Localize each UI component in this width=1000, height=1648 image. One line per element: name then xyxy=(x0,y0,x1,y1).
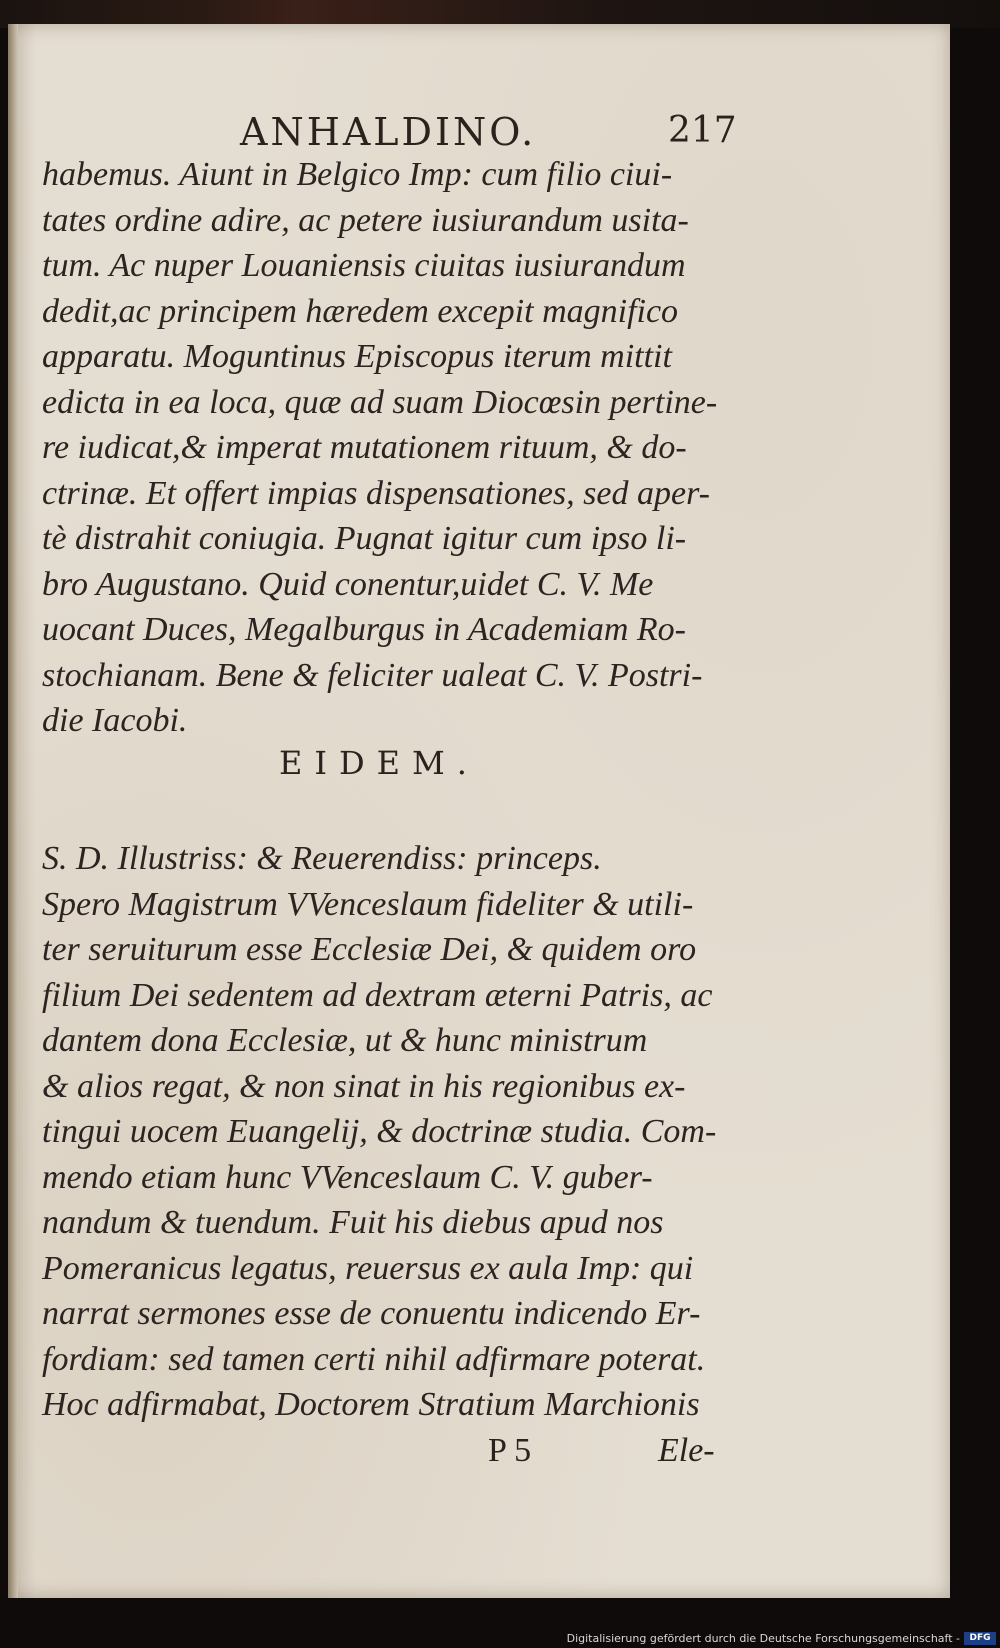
digitization-credit: Digitalisierung gefördert durch die Deutsche Forschungsgemeinschaft - xyxy=(566,1632,960,1645)
running-title: ANHALDINO. xyxy=(240,110,537,154)
text-line: re iudicat,& imperat mutationem rituum, & do- xyxy=(42,429,687,466)
section-heading: EIDEM. xyxy=(279,744,479,782)
text-line: Spero Magistrum VVenceslaum fideliter & utili- xyxy=(42,885,694,923)
text-line: tingui uocem Euangelij, & doctrinæ studia. Com- xyxy=(42,1113,717,1150)
text-line: filium Dei sedentem ad dextram æterni Patris, ac xyxy=(42,976,713,1014)
text-line: tè distrahit coniugia. Pugnat igitur cum ipso li- xyxy=(42,520,687,557)
text-line: apparatu. Moguntinus Episcopus iterum mittit xyxy=(42,338,672,375)
book-page xyxy=(8,24,950,1598)
text-line: die Iacobi. xyxy=(42,702,188,739)
text-line: edicta in ea loca, quæ ad suam Diocœsin pertine- xyxy=(42,383,718,421)
text-line: fordiam: sed tamen certi nihil adfirmare poterat. xyxy=(42,1340,706,1378)
text-line: Pomeranicus legatus, reuersus ex aula Imp: qui xyxy=(42,1249,694,1287)
text-line: ctrinæ. Et offert impias dispensationes, sed aper- xyxy=(42,474,710,512)
text-line: Hoc adfirmabat, Doctorem Stratium Marchionis xyxy=(42,1386,700,1423)
text-line: stochianam. Bene & feliciter ualeat C. V. Postri- xyxy=(42,656,703,694)
text-line: narrat sermones esse de conuentu indicendo Er- xyxy=(42,1295,701,1332)
page-binding-edge xyxy=(8,24,18,1598)
text-line: ter seruiturum esse Ecclesiæ Dei, & quidem oro xyxy=(42,931,697,968)
text-line: dedit,ac principem hæredem excepit magnifico xyxy=(42,292,679,330)
letter-2-text xyxy=(42,836,742,1428)
text-line: & alios regat, & non sinat in his regionibus ex- xyxy=(42,1067,686,1105)
signature-mark: P 5 xyxy=(488,1432,532,1469)
text-line: tum. Ac nuper Louaniensis ciuitas iusiurandum xyxy=(42,247,686,284)
text-line: uocant Duces, Megalburgus in Academiam Ro- xyxy=(42,611,686,648)
catchword: Ele- xyxy=(658,1432,715,1469)
text-line: tates ordine adire, ac petere iusiurandum usita- xyxy=(42,201,689,239)
text-line: mendo etiam hunc VVenceslaum C. V. guber- xyxy=(42,1158,653,1196)
text-line: S. D. Illustriss: & Reuerendiss: princeps. xyxy=(42,840,602,877)
text-line: dantem dona Ecclesiæ, ut & hunc ministrum xyxy=(42,1022,648,1059)
text-line: bro Augustano. Quid conentur,uidet C. V. Me xyxy=(42,565,654,603)
page-number: 217 xyxy=(668,110,737,151)
text-line: nandum & tuendum. Fuit his diebus apud nos xyxy=(42,1204,664,1241)
page-header xyxy=(8,92,950,152)
dfg-logo: DFG xyxy=(964,1632,996,1645)
text-line: habemus. Aiunt in Belgico Imp: cum filio ciui- xyxy=(42,156,673,193)
letter-1-text xyxy=(42,152,742,744)
